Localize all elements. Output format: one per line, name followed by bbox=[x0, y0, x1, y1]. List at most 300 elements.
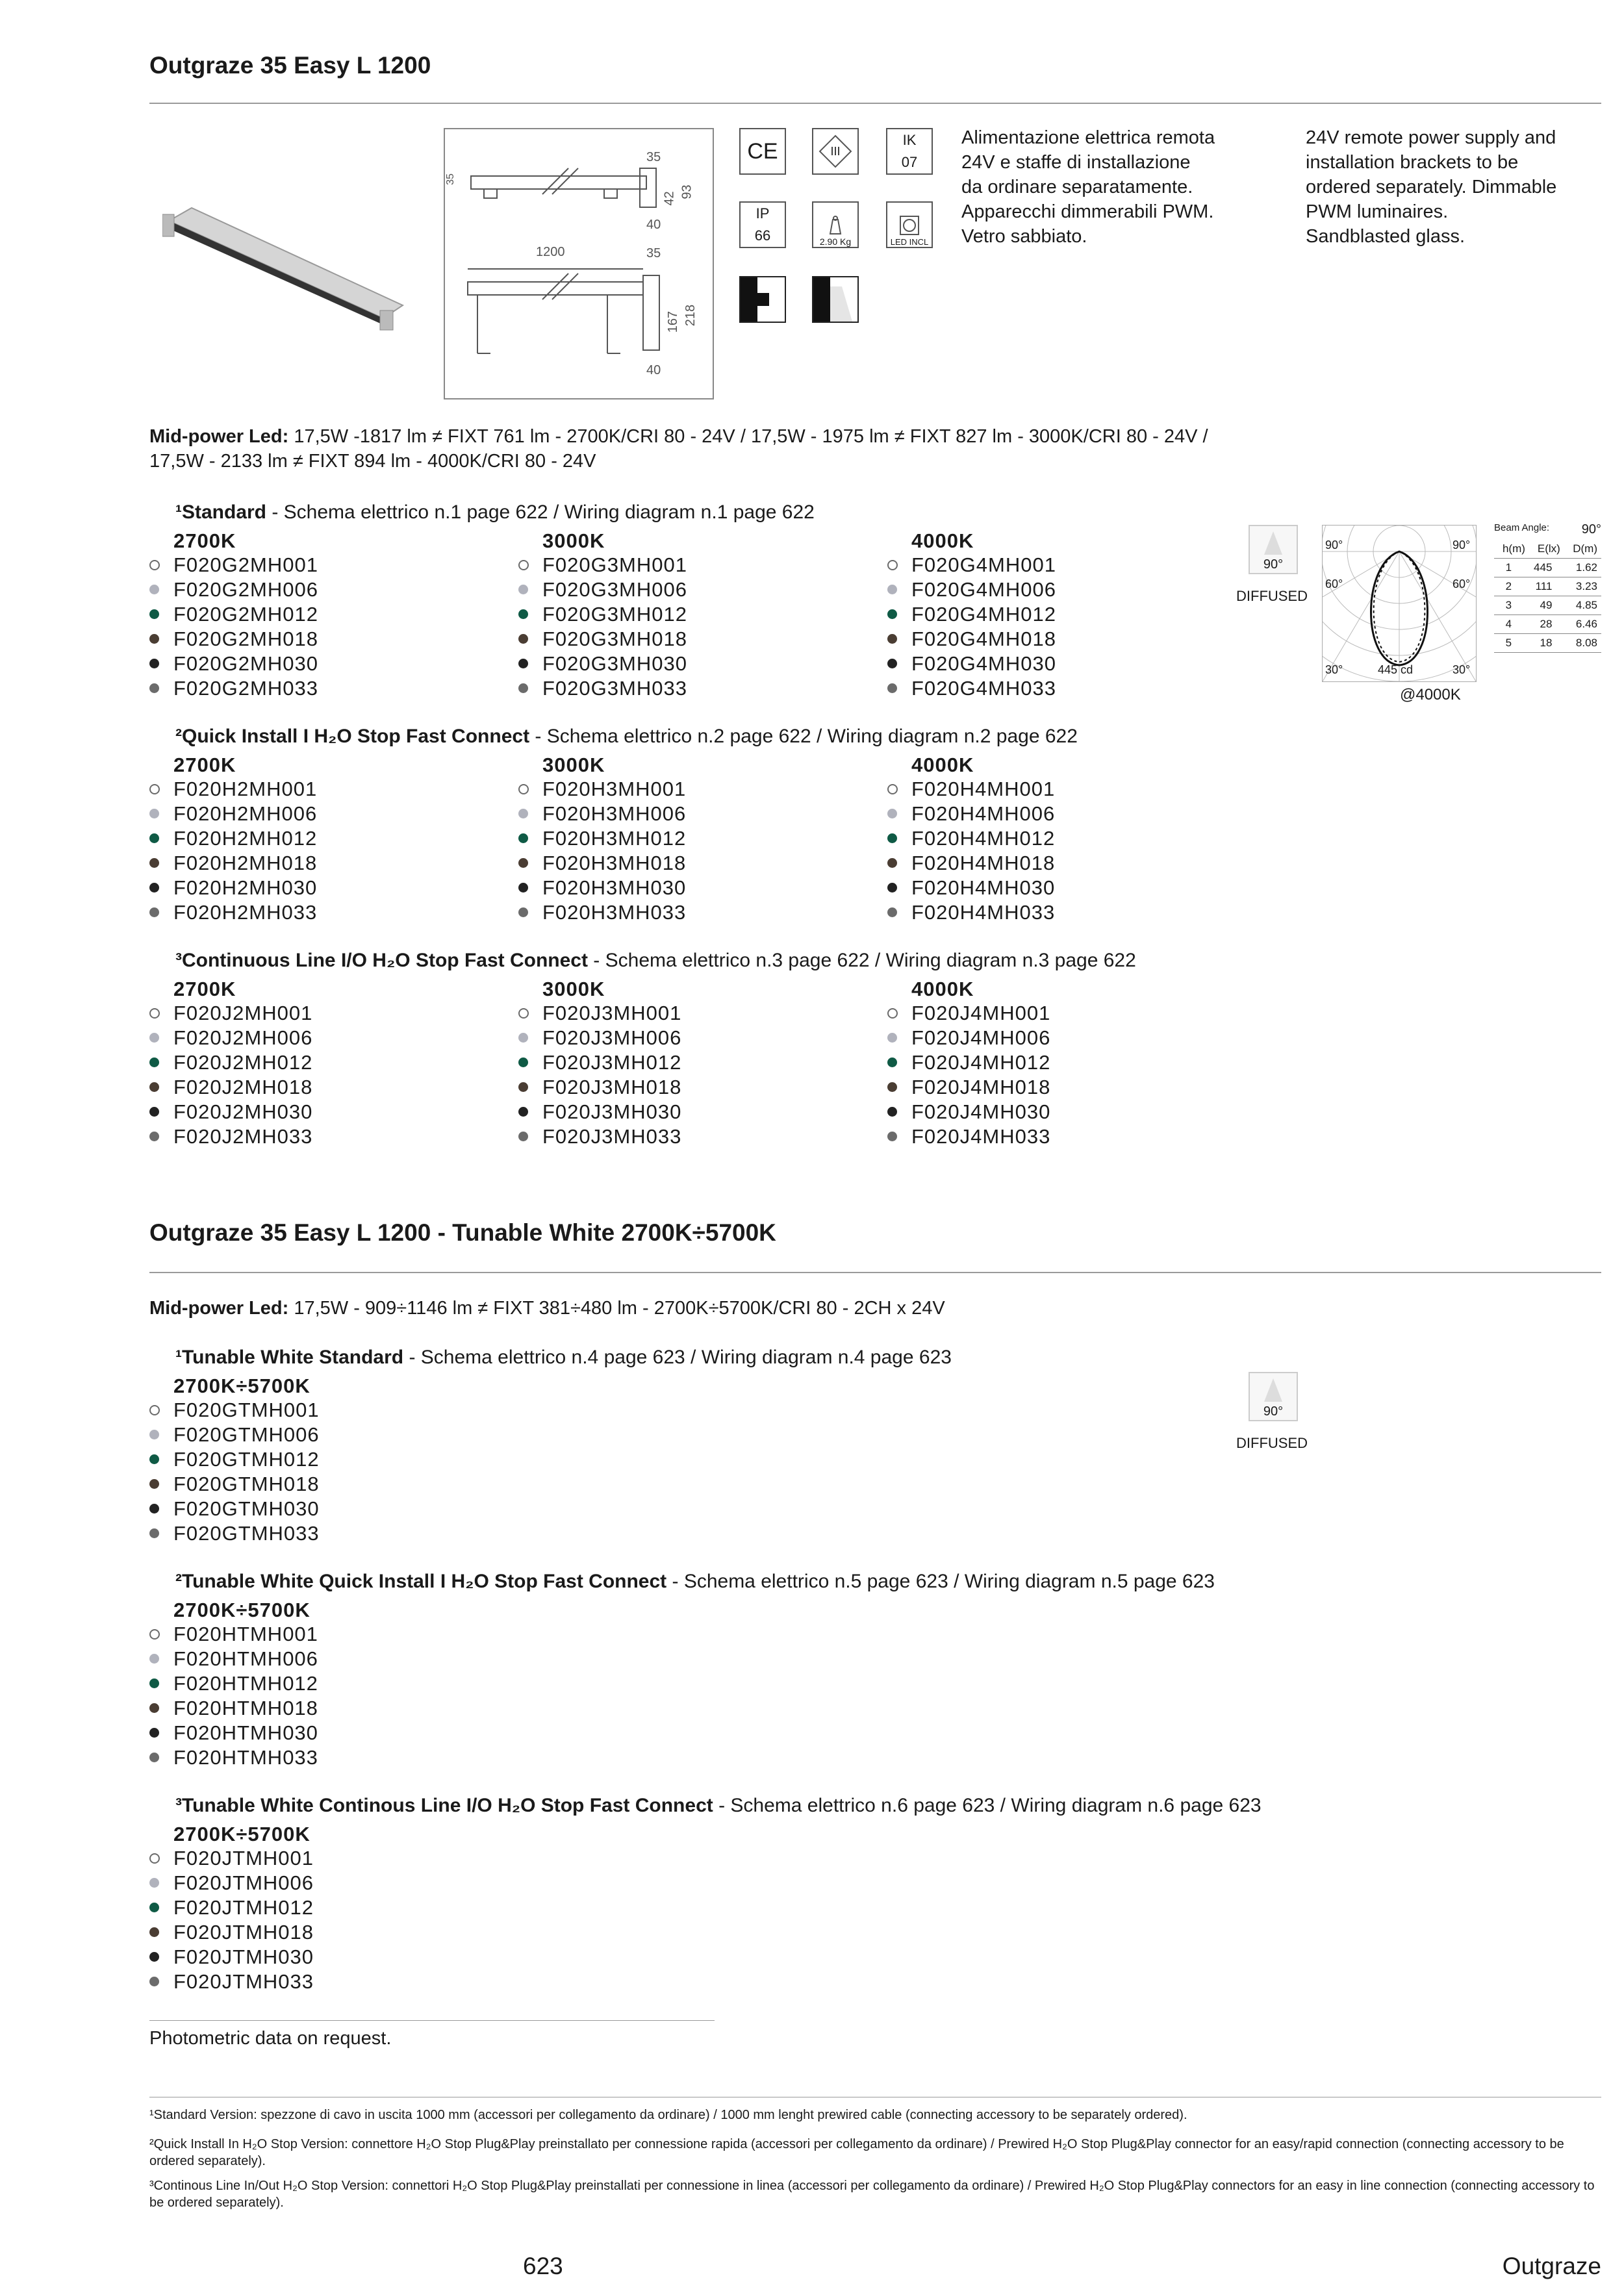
column-header: 3000K bbox=[542, 978, 605, 1000]
product-code-text: F020HTMH018 bbox=[173, 1697, 318, 1719]
dim-35-top: 35 bbox=[646, 150, 661, 164]
beam-table-cell: 28 bbox=[1516, 615, 1556, 634]
product-code-text: F020JTMH012 bbox=[173, 1896, 314, 1919]
product-code bbox=[149, 1026, 312, 1050]
polar-label-30-right: 30° bbox=[1453, 663, 1471, 676]
finish-color-dot bbox=[887, 809, 897, 818]
finish-color-dot bbox=[518, 634, 528, 644]
product-code bbox=[518, 777, 686, 802]
finish-color-dot bbox=[518, 809, 528, 818]
midpower-line2: 17,5W - 2133 lm ≠ FIXT 894 lm - 4000K/CRI 80 - 24V bbox=[149, 451, 596, 472]
finish-color-dot bbox=[149, 1107, 159, 1117]
polar-label-60-right: 60° bbox=[1453, 577, 1471, 590]
finish-color-dot bbox=[149, 1504, 159, 1514]
midpower2-label: Mid-power Led: bbox=[149, 1298, 289, 1319]
product-code-text: F020J2MH018 bbox=[173, 1076, 313, 1098]
product-code-text: F020H2MH001 bbox=[173, 778, 318, 800]
product-code bbox=[149, 1423, 320, 1447]
product-code-text: F020G4MH001 bbox=[911, 553, 1056, 576]
tunable-section-subtitle: - Schema elettrico n.6 page 623 / Wiring diagram n.6 page 623 bbox=[713, 1795, 1262, 1816]
product-code-text: F020G2MH033 bbox=[173, 677, 318, 700]
beam-angle-badge-label: 90° bbox=[1263, 557, 1284, 572]
product-code-text: F020H2MH033 bbox=[173, 901, 318, 924]
product-code-text: F020J2MH030 bbox=[173, 1100, 313, 1123]
page-title: Outgraze 35 Easy L 1200 bbox=[149, 52, 431, 79]
product-code-text: F020H4MH001 bbox=[911, 778, 1056, 800]
product-code bbox=[887, 553, 1056, 577]
finish-color-dot bbox=[518, 1132, 528, 1141]
finish-color-dot bbox=[887, 784, 898, 794]
finish-color-dot bbox=[149, 1033, 159, 1043]
product-code bbox=[149, 1945, 314, 1970]
product-code bbox=[149, 900, 317, 925]
product-code bbox=[518, 1050, 681, 1075]
beam-table-row bbox=[1494, 615, 1601, 634]
product-code-text: F020H3MH030 bbox=[542, 876, 687, 899]
finish-color-dot bbox=[149, 1405, 160, 1415]
product-code bbox=[887, 826, 1055, 851]
tunable-section-title bbox=[175, 1795, 1262, 1817]
tunable-section-title bbox=[175, 1571, 1215, 1593]
product-code bbox=[887, 1124, 1050, 1149]
product-code bbox=[149, 1871, 314, 1895]
footnote-2: ²Quick Install In H₂O Stop Version: connettore H₂O Stop Plug&Play preinstallato per connessione rapida (accessori per collegamento da ordinare) / Prewired H₂O Stop Plug&Play connector for an easy/rapid connection (connecting accessory to be ordered separately). bbox=[149, 2137, 1564, 2168]
finish-color-dot bbox=[149, 784, 160, 794]
photometric-note: Photometric data on request. bbox=[149, 2028, 392, 2049]
product-code bbox=[518, 1001, 681, 1026]
code-column bbox=[887, 529, 1056, 701]
product-code-text: F020J3MH018 bbox=[542, 1076, 682, 1098]
column-header: 2700K bbox=[173, 754, 236, 776]
finish-color-dot bbox=[149, 1678, 159, 1688]
finish-color-dot bbox=[887, 585, 897, 594]
weight-icon bbox=[812, 201, 859, 248]
product-code-text: F020HTMH001 bbox=[173, 1623, 318, 1645]
column-header: 2700K÷5700K bbox=[173, 1823, 311, 1845]
finish-color-dot bbox=[149, 1654, 159, 1664]
product-code bbox=[149, 652, 318, 676]
product-code-text: F020J4MH033 bbox=[911, 1125, 1051, 1148]
polar-label-30-left: 30° bbox=[1325, 663, 1343, 676]
class3-label: III bbox=[830, 144, 841, 158]
section-title bbox=[175, 950, 1136, 972]
column-header: 2700K bbox=[173, 978, 236, 1000]
product-code bbox=[149, 1124, 312, 1149]
beam-angle-badge-2-label: 90° bbox=[1263, 1404, 1284, 1419]
finish-color-dot bbox=[149, 634, 159, 644]
product-code-text: F020G3MH001 bbox=[542, 553, 687, 576]
finish-color-dot bbox=[518, 1058, 528, 1067]
dim-40-b: 40 bbox=[646, 363, 661, 377]
finish-color-dot bbox=[887, 883, 897, 893]
column-header: 3000K bbox=[542, 754, 605, 776]
section-title-bold: ¹Standard bbox=[175, 501, 267, 523]
product-code bbox=[887, 1001, 1050, 1026]
finish-color-dot bbox=[149, 1952, 159, 1962]
product-code bbox=[149, 1398, 320, 1423]
column-header: 3000K bbox=[542, 529, 605, 552]
product-code bbox=[518, 802, 686, 826]
beam-table-row bbox=[1494, 634, 1601, 653]
product-code-text: F020J4MH012 bbox=[911, 1051, 1051, 1074]
dim-93: 93 bbox=[679, 184, 694, 199]
code-column bbox=[518, 529, 687, 701]
finish-color-dot bbox=[518, 1107, 528, 1117]
product-code bbox=[518, 900, 686, 925]
beam-angle-badge-2 bbox=[1249, 1372, 1298, 1421]
finish-color-dot bbox=[149, 1977, 159, 1986]
product-code bbox=[149, 1970, 314, 1994]
product-code bbox=[518, 577, 687, 602]
finish-color-dot bbox=[887, 858, 897, 868]
midpower-spec-1 bbox=[149, 424, 1598, 474]
ip-value: 66 bbox=[754, 227, 771, 244]
product-code bbox=[149, 1920, 314, 1945]
finish-color-dot bbox=[518, 683, 528, 693]
product-code bbox=[518, 676, 687, 701]
product-code bbox=[149, 602, 318, 627]
beam-table-row bbox=[1494, 596, 1601, 615]
finish-color-dot bbox=[518, 1082, 528, 1092]
product-code-text: F020JTMH006 bbox=[173, 1871, 314, 1894]
product-code-text: F020H3MH006 bbox=[542, 802, 687, 825]
beam-table-cell: 3 bbox=[1494, 596, 1516, 615]
beam-angle-label: Beam Angle: bbox=[1494, 522, 1550, 533]
finish-color-dot bbox=[149, 1927, 159, 1937]
polar-label-60-left: 60° bbox=[1325, 577, 1343, 590]
finish-color-dot bbox=[149, 1132, 159, 1141]
product-code-text: F020J3MH001 bbox=[542, 1002, 682, 1024]
beam-table-cell: 1 bbox=[1494, 559, 1516, 577]
product-code-text: F020HTMH012 bbox=[173, 1672, 318, 1695]
finish-color-dot bbox=[149, 1008, 160, 1019]
finish-color-dot bbox=[887, 907, 897, 917]
product-code bbox=[149, 1447, 320, 1472]
beam-table-cell: 8.08 bbox=[1556, 634, 1601, 653]
dim-1200: 1200 bbox=[536, 245, 565, 259]
product-code bbox=[887, 802, 1055, 826]
product-code bbox=[149, 1895, 314, 1920]
tunable-section-title bbox=[175, 1347, 952, 1369]
product-code-text: F020G2MH001 bbox=[173, 553, 318, 576]
beam-table-cell: 5 bbox=[1494, 634, 1516, 653]
beam-angle-value: 90° bbox=[1581, 522, 1601, 537]
section-title-bold: ³Continuous Line I/O H₂O Stop Fast Connect bbox=[175, 950, 588, 971]
beam-table-cell: 3.23 bbox=[1556, 577, 1601, 596]
finish-color-dot bbox=[518, 833, 528, 843]
finish-color-dot bbox=[149, 560, 160, 570]
product-code-text: F020HTMH033 bbox=[173, 1746, 318, 1769]
finish-color-dot bbox=[518, 858, 528, 868]
product-code bbox=[149, 1100, 312, 1124]
finish-color-dot bbox=[887, 1033, 897, 1043]
product-code-text: F020G2MH012 bbox=[173, 603, 318, 626]
footnote-3: ³Continous Line In/Out H₂O Stop Version: connettori H₂O Stop Plug&Play preinstallati per connessione in linea (accessori per collegamento da ordinare) / Prewired H₂O Stop Plug&Play connectors for an easy in line connection (connecting accessory to be ordered separately). bbox=[149, 2179, 1595, 2210]
finish-color-dot bbox=[149, 683, 159, 693]
product-code bbox=[149, 1745, 318, 1770]
product-code-text: F020H3MH001 bbox=[542, 778, 687, 800]
product-code bbox=[887, 627, 1056, 652]
product-code-text: F020H3MH018 bbox=[542, 852, 687, 874]
column-header: 4000K bbox=[911, 529, 974, 552]
product-code-text: F020J3MH030 bbox=[542, 1100, 682, 1123]
description-it: Alimentazione elettrica remota 24V e staffe di installazione da ordinare separatamente. Apparecchi dimmerabili PWM. Vetro sabbiato. bbox=[961, 127, 1215, 247]
product-code-text: F020J3MH033 bbox=[542, 1125, 682, 1148]
code-column bbox=[518, 754, 686, 925]
tunable-section-title-bold: ¹Tunable White Standard bbox=[175, 1347, 404, 1368]
finish-color-dot bbox=[149, 1629, 160, 1640]
product-code bbox=[887, 652, 1056, 676]
finish-color-dot bbox=[149, 1479, 159, 1489]
product-code-text: F020G4MH012 bbox=[911, 603, 1056, 626]
product-code bbox=[149, 1001, 312, 1026]
finish-color-dot bbox=[149, 907, 159, 917]
finish-color-dot bbox=[518, 907, 528, 917]
code-column bbox=[149, 754, 317, 925]
code-column bbox=[149, 529, 318, 701]
finish-color-dot bbox=[149, 1728, 159, 1738]
technical-drawing bbox=[444, 128, 714, 399]
product-code-text: F020G3MH018 bbox=[542, 627, 687, 650]
tunable-section-subtitle: - Schema elettrico n.4 page 623 / Wiring diagram n.4 page 623 bbox=[403, 1347, 952, 1368]
product-code bbox=[887, 851, 1055, 876]
finish-color-dot bbox=[149, 1903, 159, 1912]
beam-table-cell: 49 bbox=[1516, 596, 1556, 615]
tunable-code-column bbox=[149, 1374, 320, 1546]
product-code-text: F020G4MH006 bbox=[911, 578, 1056, 601]
product-code bbox=[149, 1647, 318, 1671]
polar-temp-label: @4000K bbox=[1400, 686, 1461, 703]
product-code bbox=[149, 1696, 318, 1721]
code-column bbox=[887, 754, 1055, 925]
product-code-text: F020HTMH006 bbox=[173, 1647, 318, 1670]
finish-color-dot bbox=[149, 659, 159, 668]
product-code-text: F020G2MH030 bbox=[173, 652, 318, 675]
product-code-text: F020HTMH030 bbox=[173, 1721, 318, 1744]
dim-218: 218 bbox=[683, 304, 698, 327]
finish-color-dot bbox=[149, 1878, 159, 1888]
midpower-label: Mid-power Led: bbox=[149, 426, 289, 447]
beam-table-row bbox=[1494, 559, 1601, 577]
product-code-text: F020H2MH018 bbox=[173, 852, 318, 874]
ip-label: IP bbox=[755, 205, 770, 222]
finish-color-dot bbox=[518, 883, 528, 893]
finish-color-dot bbox=[887, 1082, 897, 1092]
finish-color-dot bbox=[518, 784, 529, 794]
midpower-line1: 17,5W -1817 lm ≠ FIXT 761 lm - 2700K/CRI 80 - 24V / 17,5W - 1975 lm ≠ FIXT 827 lm - 3000K/CRI 80 - 24V / bbox=[288, 426, 1208, 447]
section-title bbox=[175, 501, 815, 524]
product-code-text: F020JTMH033 bbox=[173, 1970, 314, 1993]
section-title-bold: ²Quick Install I H₂O Stop Fast Connect bbox=[175, 726, 530, 747]
product-code bbox=[887, 1100, 1050, 1124]
product-code-text: F020H4MH033 bbox=[911, 901, 1056, 924]
product-code-text: F020J4MH001 bbox=[911, 1002, 1051, 1024]
product-code bbox=[887, 602, 1056, 627]
product-code bbox=[887, 876, 1055, 900]
product-code bbox=[887, 577, 1056, 602]
finish-color-dot bbox=[149, 609, 159, 619]
product-code-text: F020JTMH030 bbox=[173, 1945, 314, 1968]
product-code bbox=[518, 1100, 681, 1124]
finish-color-dot bbox=[149, 1853, 160, 1864]
finish-color-dot bbox=[149, 833, 159, 843]
product-code-text: F020G3MH030 bbox=[542, 652, 687, 675]
finish-color-dot bbox=[887, 1107, 897, 1117]
product-code bbox=[149, 627, 318, 652]
product-code-text: F020G4MH018 bbox=[911, 627, 1056, 650]
code-column bbox=[887, 978, 1050, 1149]
product-code bbox=[887, 1050, 1050, 1075]
product-code-text: F020J2MH006 bbox=[173, 1026, 313, 1049]
ik-icon bbox=[886, 128, 933, 175]
product-code bbox=[518, 1026, 681, 1050]
product-code bbox=[149, 1521, 320, 1546]
beam-table-row bbox=[1494, 577, 1601, 596]
product-code-text: F020G3MH033 bbox=[542, 677, 687, 700]
finish-color-dot bbox=[149, 1430, 159, 1439]
product-code-text: F020J4MH018 bbox=[911, 1076, 1051, 1098]
finish-color-dot bbox=[887, 634, 897, 644]
diffused-label-2: DIFFUSED bbox=[1236, 1435, 1308, 1451]
beam-table-cell: 4 bbox=[1494, 615, 1516, 634]
product-code-text: F020J4MH006 bbox=[911, 1026, 1051, 1049]
product-code bbox=[149, 553, 318, 577]
beam-table-header: h(m) bbox=[1494, 540, 1529, 559]
product-code-text: F020G2MH018 bbox=[173, 627, 318, 650]
product-code-text: F020J4MH030 bbox=[911, 1100, 1051, 1123]
finish-color-dot bbox=[518, 560, 529, 570]
diffused-label: DIFFUSED bbox=[1236, 588, 1308, 604]
finish-color-dot bbox=[887, 1132, 897, 1141]
led-incl-label: LED INCL bbox=[890, 237, 929, 247]
finish-color-dot bbox=[518, 1033, 528, 1043]
product-code-text: F020G2MH006 bbox=[173, 578, 318, 601]
finish-color-dot bbox=[149, 1058, 159, 1067]
finish-color-dot bbox=[149, 809, 159, 818]
product-code-text: F020J3MH012 bbox=[542, 1051, 682, 1074]
column-header: 4000K bbox=[911, 978, 974, 1000]
finish-color-dot bbox=[887, 1058, 897, 1067]
product-code-text: F020G3MH006 bbox=[542, 578, 687, 601]
product-code bbox=[518, 851, 686, 876]
product-code bbox=[518, 826, 686, 851]
product-code bbox=[149, 1721, 318, 1745]
product-code-text: F020G3MH012 bbox=[542, 603, 687, 626]
product-code bbox=[149, 851, 317, 876]
finish-color-dot bbox=[149, 1528, 159, 1538]
product-code bbox=[149, 1671, 318, 1696]
finish-color-dot bbox=[887, 683, 897, 693]
beam-table-cell: 1.62 bbox=[1556, 559, 1601, 577]
finish-color-dot bbox=[149, 1703, 159, 1713]
product-code bbox=[887, 676, 1056, 701]
beam-table-cell: 445 bbox=[1516, 559, 1556, 577]
tunable-code-column bbox=[149, 1823, 314, 1994]
finish-color-dot bbox=[887, 1008, 898, 1019]
tunable-code-column bbox=[149, 1599, 318, 1770]
product-code-text: F020G4MH030 bbox=[911, 652, 1056, 675]
column-header: 2700K÷5700K bbox=[173, 1599, 311, 1621]
finish-color-dot bbox=[518, 609, 528, 619]
finish-color-dot bbox=[887, 609, 897, 619]
finish-color-dot bbox=[149, 883, 159, 893]
finish-color-dot bbox=[149, 1753, 159, 1762]
polar-diagram bbox=[1322, 525, 1477, 682]
dim-35-mid: 35 bbox=[646, 246, 661, 260]
product-code-text: F020JTMH018 bbox=[173, 1921, 314, 1944]
tunable-section-title-bold: ²Tunable White Quick Install I H₂O Stop Fast Connect bbox=[175, 1571, 667, 1592]
product-code bbox=[149, 1497, 320, 1521]
finish-color-dot bbox=[518, 585, 528, 594]
beam-table-cell: 6.46 bbox=[1556, 615, 1601, 634]
finish-color-dot bbox=[149, 585, 159, 594]
product-code bbox=[149, 1622, 318, 1647]
beam-table-cell: 18 bbox=[1516, 634, 1556, 653]
product-code-text: F020H4MH018 bbox=[911, 852, 1056, 874]
product-code-text: F020H4MH030 bbox=[911, 876, 1056, 899]
tunable-title: Outgraze 35 Easy L 1200 - Tunable White 2700K÷5700K bbox=[149, 1219, 776, 1246]
product-code-text: F020H2MH030 bbox=[173, 876, 318, 899]
beam-table-cell: 2 bbox=[1494, 577, 1516, 596]
ce-icon: CE bbox=[739, 128, 786, 175]
product-code-text: F020GTMH030 bbox=[173, 1497, 320, 1520]
column-header: 4000K bbox=[911, 754, 974, 776]
page-number: 623 bbox=[523, 2253, 563, 2279]
product-code-text: F020J2MH012 bbox=[173, 1051, 313, 1074]
column-header: 2700K÷5700K bbox=[173, 1374, 311, 1397]
product-code-text: F020H3MH033 bbox=[542, 901, 687, 924]
ik-value: 07 bbox=[901, 154, 918, 170]
photometric-divider bbox=[149, 2020, 715, 2021]
dim-35-left: 35 bbox=[444, 173, 456, 185]
wall-mount-icon bbox=[739, 276, 786, 323]
finish-color-dot bbox=[518, 659, 528, 668]
section-title bbox=[175, 726, 1078, 748]
tunable-section-title-bold: ³Tunable White Continous Line I/O H₂O Stop Fast Connect bbox=[175, 1795, 713, 1816]
section-subtitle: - Schema elettrico n.3 page 622 / Wiring diagram n.3 page 622 bbox=[587, 950, 1136, 971]
dim-40-a: 40 bbox=[646, 218, 661, 232]
column-header: 2700K bbox=[173, 529, 236, 552]
finish-color-dot bbox=[149, 1082, 159, 1092]
finish-color-dot bbox=[887, 659, 897, 668]
product-code bbox=[149, 1472, 320, 1497]
beam-grazing-icon bbox=[812, 276, 859, 323]
finish-color-dot bbox=[149, 1454, 159, 1464]
product-code bbox=[149, 676, 318, 701]
product-code bbox=[887, 900, 1055, 925]
beam-table-header: D(m) bbox=[1564, 540, 1601, 559]
beam-table-cell: 111 bbox=[1516, 577, 1556, 596]
product-code bbox=[149, 826, 317, 851]
finish-color-dot bbox=[518, 1008, 529, 1019]
product-code bbox=[518, 627, 687, 652]
ik-label: IK bbox=[902, 132, 917, 148]
product-code bbox=[887, 1026, 1050, 1050]
product-code bbox=[518, 1124, 681, 1149]
product-code-text: F020JTMH001 bbox=[173, 1847, 314, 1869]
product-code bbox=[518, 652, 687, 676]
product-code bbox=[518, 553, 687, 577]
beam-angle-badge bbox=[1249, 525, 1298, 574]
dim-167: 167 bbox=[666, 310, 681, 333]
product-code bbox=[149, 1846, 314, 1871]
finish-color-dot bbox=[149, 858, 159, 868]
polar-label-90-left: 90° bbox=[1325, 538, 1343, 551]
product-code bbox=[149, 777, 317, 802]
section-subtitle: - Schema elettrico n.2 page 622 / Wiring diagram n.2 page 622 bbox=[529, 726, 1078, 747]
product-code-text: F020H4MH012 bbox=[911, 827, 1056, 850]
product-code-text: F020J2MH001 bbox=[173, 1002, 313, 1024]
